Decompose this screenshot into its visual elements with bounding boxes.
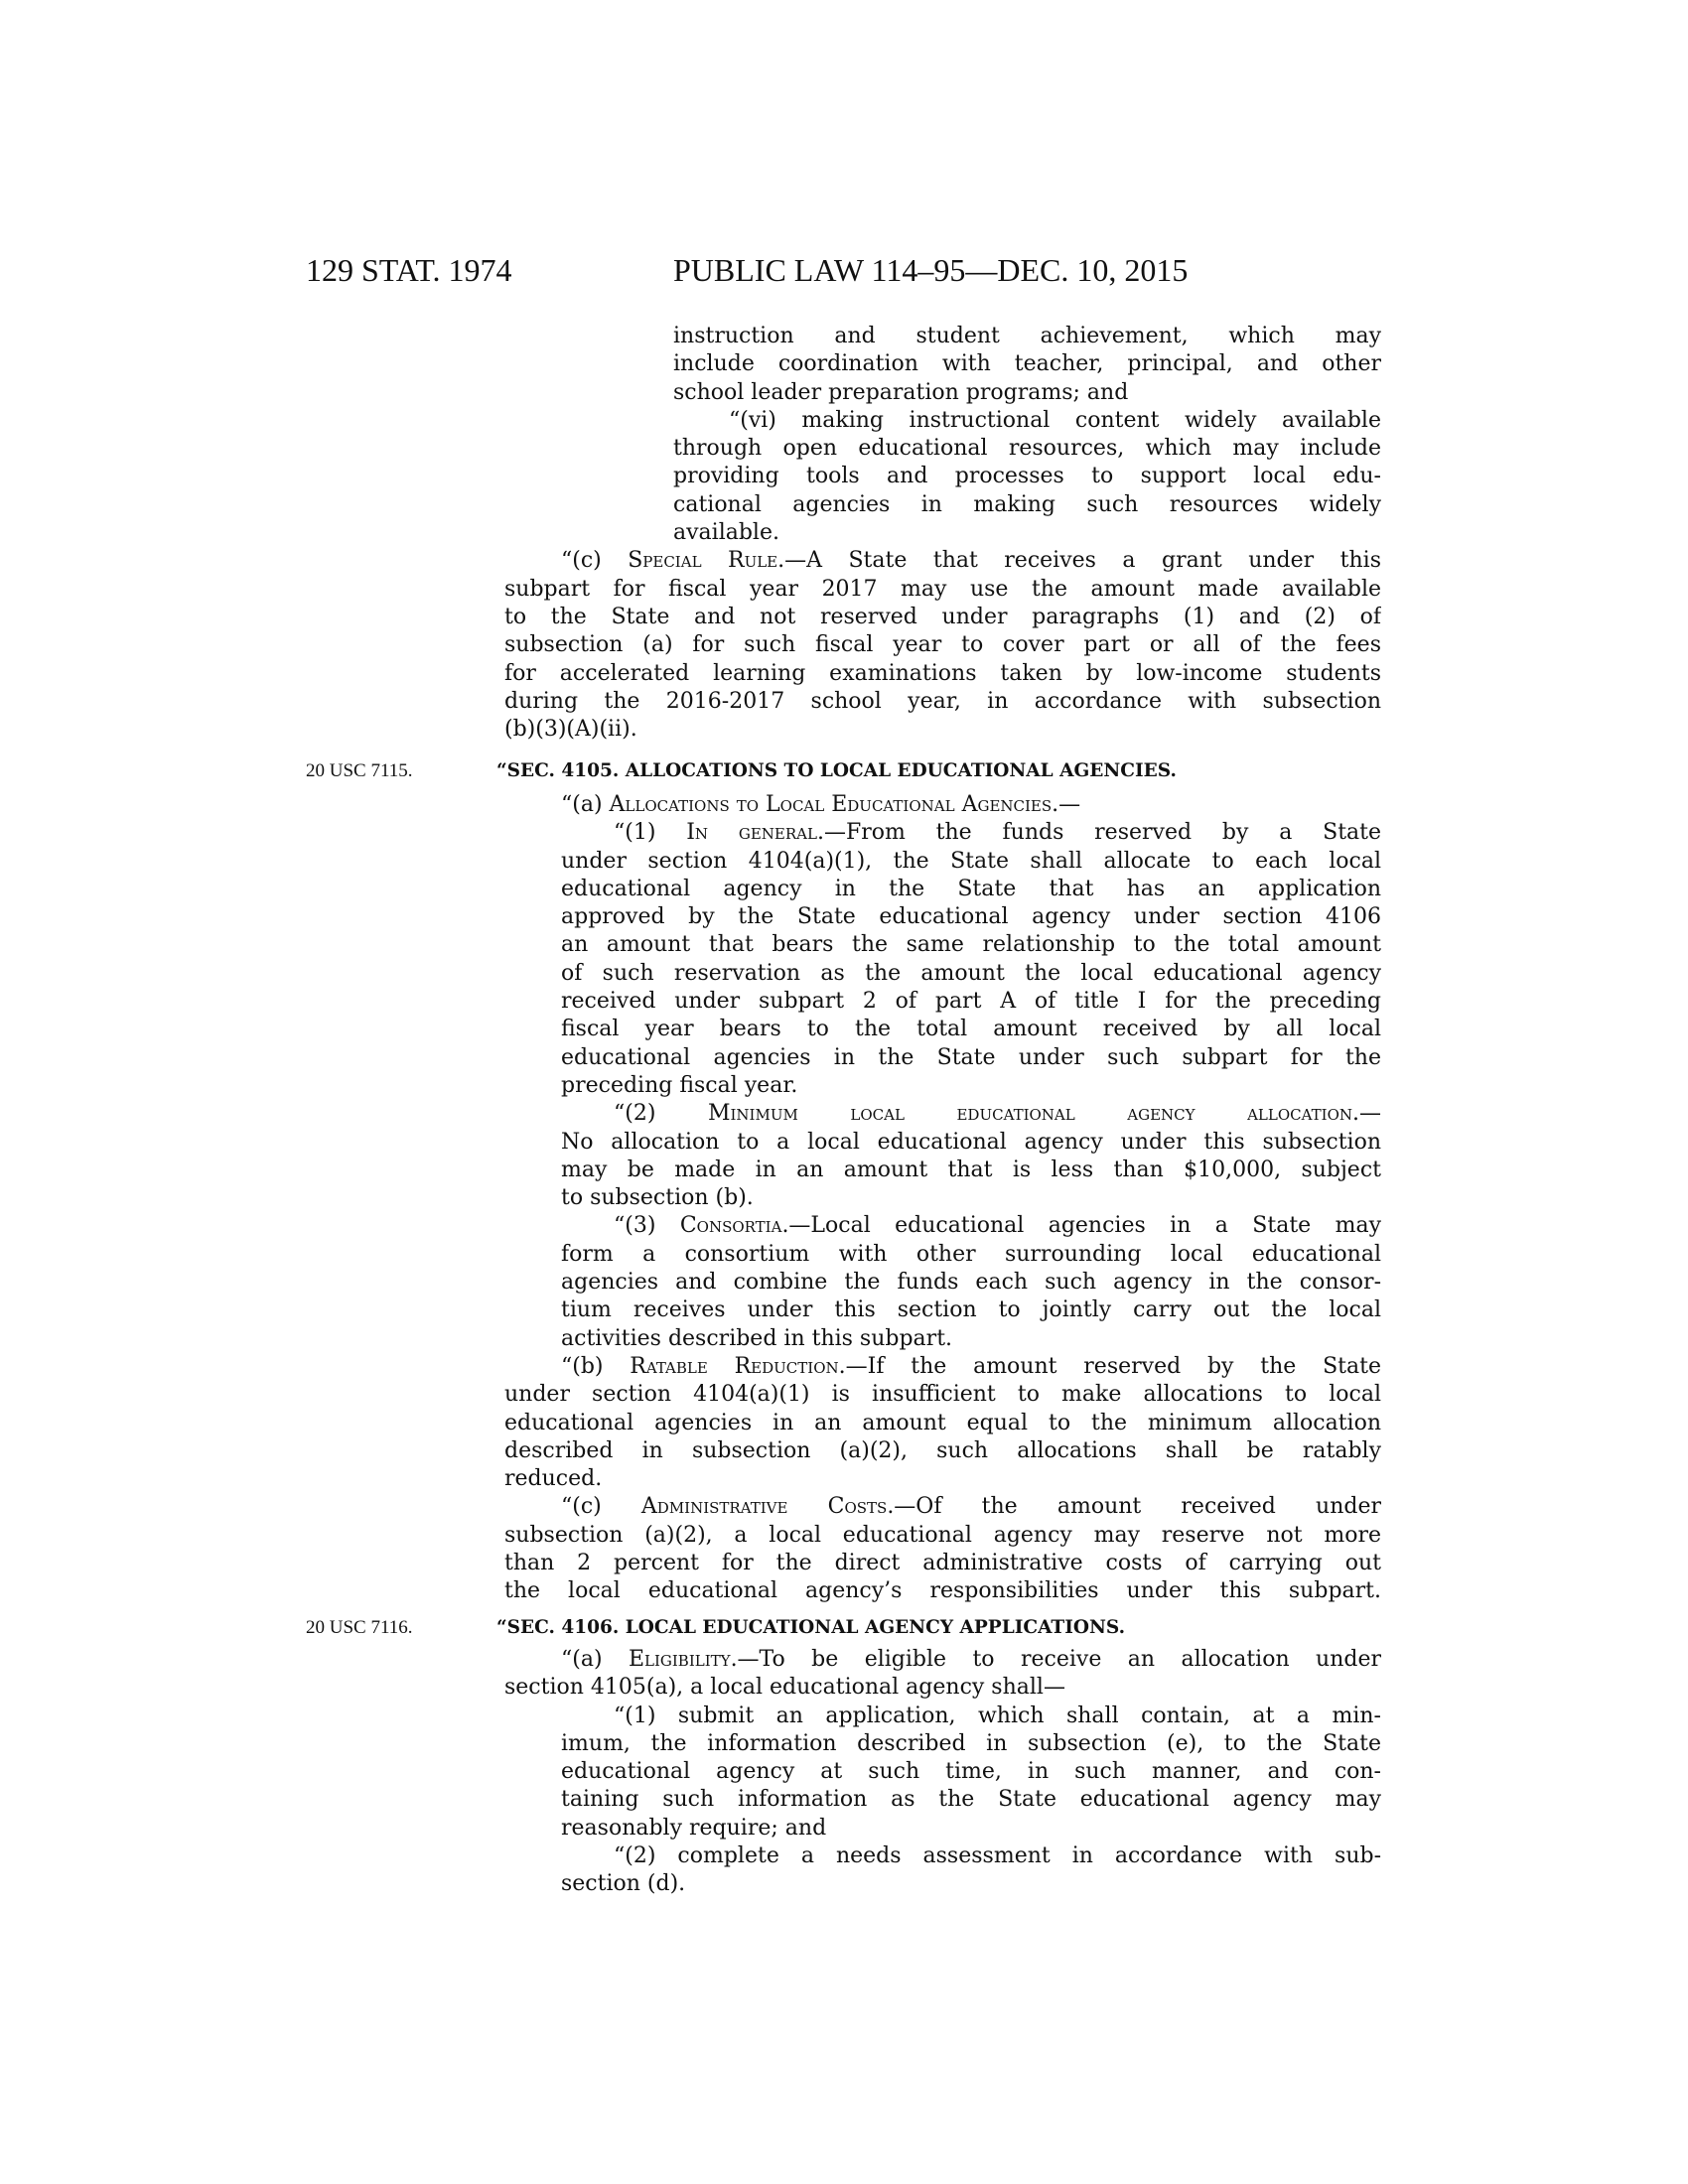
margin-note: 20 USC 7115. <box>306 760 413 781</box>
text-line: to the State and not reserved under paragraphs (1) and (2) of <box>504 604 1381 629</box>
line-text: .—A State that receives a grant under this <box>777 548 1381 574</box>
text-line: taining such information as the State educational agency may <box>561 1787 1381 1813</box>
text-line: under section 4104(a)(1) is insufficient to make allocations to local <box>504 1382 1381 1408</box>
small-caps-heading: Eligibility <box>628 1647 731 1672</box>
text-line: agencies and combine the funds each such agency in the consor- <box>561 1270 1381 1296</box>
line-text: .—Of the amount received under <box>887 1494 1381 1520</box>
line-text: .—Local educational agencies in a State may <box>781 1213 1381 1239</box>
text-line: received under subpart 2 of part A of title I for the preceding <box>561 989 1381 1015</box>
subsection-heading-line <box>0 791 1381 819</box>
text-line: subsection (a) for such fiscal year to cover part or all of the fees <box>504 632 1381 658</box>
small-caps-heading: Minimum local educational agency allocation <box>707 1101 1352 1127</box>
text-line: an amount that bears the same relationship to the total amount <box>561 932 1381 958</box>
line-prefix: “(1) <box>614 820 687 846</box>
text-line: approved by the State educational agency under section 4106 <box>561 904 1381 930</box>
text-line: “(vi) making instructional content widely available <box>729 407 1381 433</box>
text-line: the local educational agency’s responsibilities under this subpart. <box>504 1578 1381 1604</box>
text-line: for accelerated learning examinations taken by low-income students <box>504 660 1381 686</box>
text-line: include coordination with teacher, principal, and other <box>673 351 1381 377</box>
subsection-heading-line <box>0 1353 1381 1381</box>
running-head: PUBLIC LAW 114–95—DEC. 10, 2015 <box>673 252 1189 288</box>
text-line: fiscal year bears to the total amount received by all local <box>561 1017 1381 1042</box>
text-line: No allocation to a local educational agency under this subsection <box>561 1129 1381 1155</box>
text-line: “(2) complete a needs assessment in accordance with sub- <box>614 1843 1381 1869</box>
text-line: than 2 percent for the direct administrative costs of carrying out <box>504 1551 1381 1576</box>
line-prefix: “(a) <box>561 1647 629 1672</box>
text-line: “(1) submit an application, which shall contain, at a min- <box>614 1703 1381 1728</box>
page-number: 129 STAT. 1974 <box>306 252 512 288</box>
text-line: of such reservation as the amount the local educational agency <box>561 960 1381 986</box>
margin-note: 20 USC 7116. <box>306 1617 413 1638</box>
line-text: .—If the amount reserved by the State <box>838 1353 1381 1379</box>
text-line: during the 2016-2017 school year, in accordance with subsection <box>504 688 1381 714</box>
text-line: educational agency at such time, in such manner, and con- <box>561 1759 1381 1785</box>
line-text: .—From the funds reserved by a State <box>816 820 1381 846</box>
line-prefix: “(3) <box>614 1213 680 1239</box>
text-line: educational agency in the State that has an application <box>561 876 1381 901</box>
subsection-heading-line <box>0 1493 1381 1521</box>
section-4106-body <box>0 1646 1381 1899</box>
text-line: to subsection (b). <box>561 1185 754 1211</box>
subsection-heading-line <box>0 1646 1381 1674</box>
line-text: .—To be eligible to receive an allocation under <box>730 1647 1381 1672</box>
text-line: preceding fiscal year. <box>561 1072 798 1098</box>
text-line: section 4105(a), a local educational agency shall— <box>504 1675 1065 1701</box>
text-line: imum, the information described in subsection (e), to the State <box>561 1730 1381 1756</box>
small-caps-heading: In general <box>686 820 817 846</box>
text-line: cational agencies in making such resources widely <box>673 491 1381 517</box>
block-continuation <box>0 323 1381 744</box>
line-text: .— <box>1052 792 1081 817</box>
small-caps-heading: Special Rule <box>628 548 778 574</box>
text-line: described in subsection (a)(2), such allocations shall be ratably <box>504 1437 1381 1463</box>
line-prefix: “(b) <box>561 1353 631 1379</box>
text-line: through open educational resources, which may include <box>673 436 1381 462</box>
line-prefix: “(a) <box>561 792 610 817</box>
line-text: .— <box>1352 1101 1381 1127</box>
text-line: reasonably require; and <box>561 1815 827 1841</box>
text-line: instruction and student achievement, which may <box>673 324 1381 348</box>
text-line: may be made in an amount that is less than $10,000, subject <box>561 1157 1381 1182</box>
text-line: tium receives under this section to jointly carry out the local <box>561 1297 1381 1323</box>
section-heading: “SEC. 4105. ALLOCATIONS TO LOCAL EDUCATIONAL AGENCIES. <box>496 760 1177 781</box>
section-4105-body <box>0 791 1381 1606</box>
text-line: school leader preparation programs; and <box>673 379 1129 405</box>
small-caps-heading: Allocations to Local Educational Agencies <box>609 792 1053 817</box>
small-caps-heading: Ratable Reduction <box>630 1353 839 1379</box>
paragraph-heading-line <box>0 819 1381 847</box>
text-line: available. <box>673 520 779 546</box>
subsection-heading-line <box>0 547 1381 575</box>
text-line: under section 4104(a)(1), the State shall allocate to each local <box>561 848 1381 874</box>
text-line: section (d). <box>561 1871 686 1897</box>
text-line: (b)(3)(A)(ii). <box>504 717 637 743</box>
paragraph-heading-line <box>0 1212 1381 1240</box>
small-caps-heading: Administrative Costs <box>640 1494 888 1520</box>
line-prefix: “(2) <box>614 1101 708 1127</box>
text-line: activities described in this subpart. <box>561 1325 953 1351</box>
line-prefix: “(c) <box>561 548 629 574</box>
text-line: reduced. <box>504 1466 603 1492</box>
text-line: providing tools and processes to support local edu- <box>673 464 1381 489</box>
line-prefix: “(c) <box>561 1494 641 1520</box>
text-line: educational agencies in an amount equal to the minimum allocation <box>504 1410 1381 1435</box>
text-line: educational agencies in the State under such subpart for the <box>561 1044 1381 1070</box>
paragraph-heading-line <box>0 1100 1381 1128</box>
text-line: subpart for fiscal year 2017 may use the amount made available <box>504 576 1381 602</box>
small-caps-heading: Consortia <box>679 1213 782 1239</box>
text-line: form a consortium with other surrounding local educational <box>561 1241 1381 1267</box>
section-heading: “SEC. 4106. LOCAL EDUCATIONAL AGENCY APPLICATIONS. <box>496 1617 1126 1638</box>
text-line: subsection (a)(2), a local educational agency may reserve not more <box>504 1522 1381 1548</box>
